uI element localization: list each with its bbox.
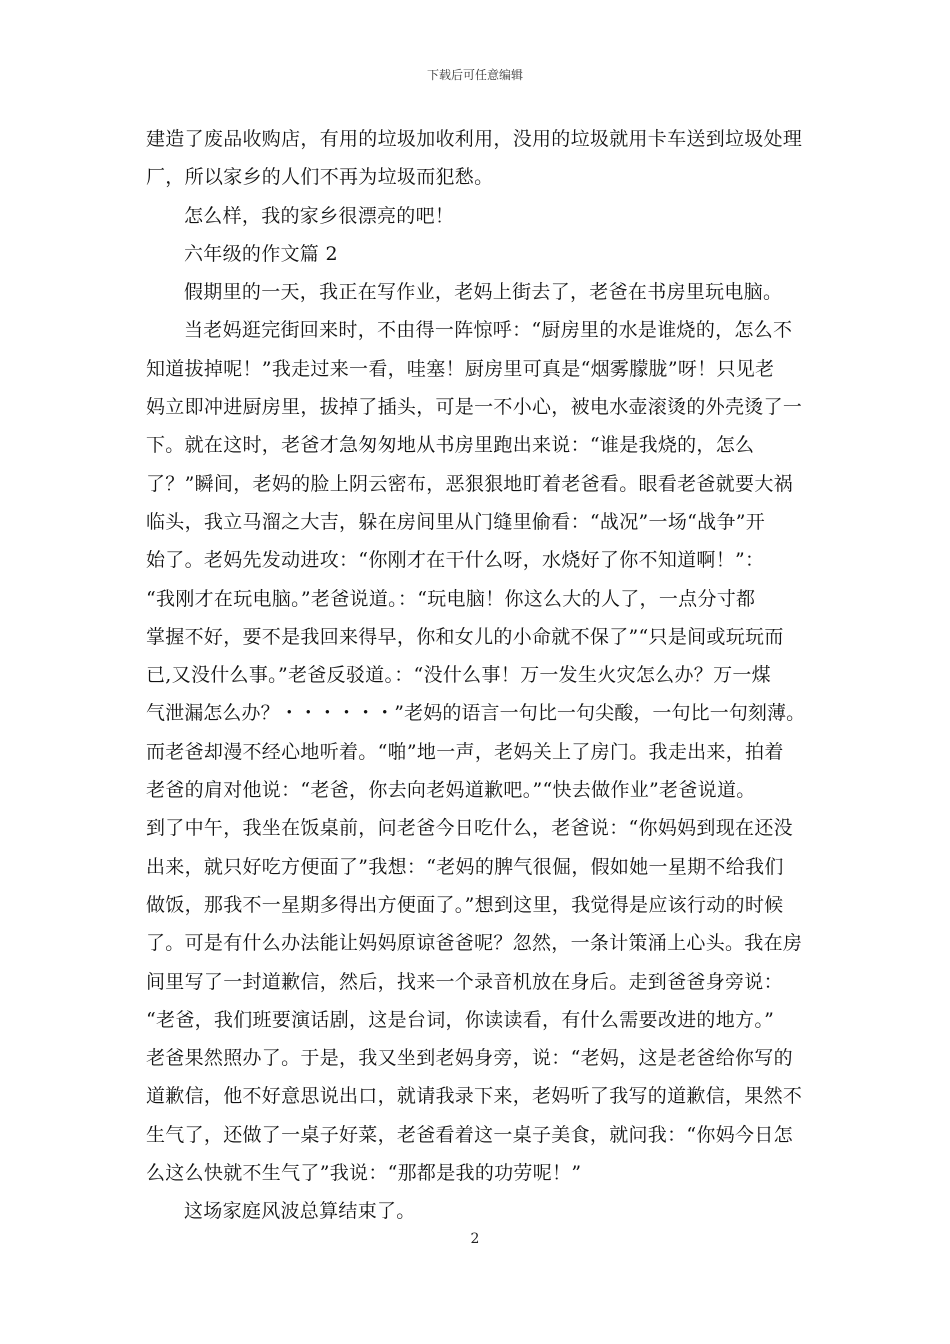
text-line: “老爸，我们班要演话剧，这是台词，你读读看，有什么需要改进的地方。” [146,1008,775,1031]
text-line: 了？”瞬间，老妈的脸上阴云密布，恶狠狠地盯着老爸看。眼看老爸就要大祸 [146,472,793,495]
text-line: 始了。老妈先发动进攻：“你刚才在干什么呀，水烧好了你不知道啊！”： [146,549,765,572]
text-line: 出来，就只好吃方便面了”我想：“老妈的脾气很倔，假如她一星期不给我们 [146,855,784,878]
text-line: “我刚才在玩电脑。”老爸说道。：“玩电脑！你这么大的人了，一点分寸都 [146,587,756,610]
text-line: 下。就在这时，老爸才急匆匆地从书房里跑出来说：“谁是我烧的，怎么 [146,434,755,457]
page-header: 下载后可任意编辑 [426,68,523,82]
text-line: 了。可是有什么办法能让妈妈原谅爸爸呢？忽然，一条计策涌上心头。我在房 [146,932,803,955]
text-line: 建造了废品收购店，有用的垃圾加收利用，没用的垃圾就用卡车送到垃圾处理 [146,128,803,150]
document-body [146,120,806,1231]
text-line: 掌握不好，要不是我回来得早，你和女儿的小命就不保了”“只是间或玩玩而 [146,625,784,648]
text-line: 已,又没什么事。”老爸反驳道。：“没什么事！万一发生火灾怎么办？万一煤 [146,664,771,687]
text-line: 么这么快就不生气了”我说：“那都是我的功劳呢！” [146,1162,582,1185]
text-line: 老爸果然照办了。于是，我又坐到老妈身旁，说：“老妈，这是老爸给你写的 [146,1047,793,1070]
text-line: 临头，我立马溜之大吉，躲在房间里从门缝里偷看：“战况”一场“战争”开 [146,510,766,533]
text-line: 做饭，那我不一星期多得出方便面了。”想到这里，我觉得是应该行动的时候 [146,893,784,916]
text-line: 这场家庭风波总算结束了。 [184,1200,416,1223]
text-line: 老爸的肩对他说：“老爸，你去向老妈道歉吧。”“快去做作业”老爸说道。 [146,779,756,802]
text-line: 妈立即冲进厨房里，拔掉了插头，可是一不小心，被电水壶滚烫的外壳烫了一 [146,396,803,419]
text-line: 厂，所以家乡的人们不再为垃圾而犯愁。 [146,166,494,189]
text-line: 道歉信，他不好意思说出口，就请我录下来，老妈听了我写的道歉信，果然不 [146,1085,803,1108]
text-line: 生气了，还做了一桌子好菜，老爸看着这一桌子美食，就问我：“你妈今日怎 [146,1123,793,1146]
text-line: 知道拔掉呢！”我走过来一看，哇塞！厨房里可真是“烟雾朦胧”呀！只见老 [146,357,775,380]
text-line: 当老妈逛完街回来时，不由得一阵惊呼：“厨房里的水是谁烧的，怎么不 [184,319,793,342]
section-heading: 六年级的作文篇 2 [184,242,338,265]
text-line: 间里写了一封道歉信，然后，找来一个录音机放在身后。走到爸爸身旁说： [146,970,783,993]
text-line: 而老爸却漫不经心地听着。“啪”地一声，老妈关上了房门。我走出来，拍着 [146,740,784,763]
text-line: 怎么样，我的家乡很漂亮的吧！ [184,204,455,227]
text-line: 到了中午，我坐在饭桌前，问老爸今日吃什么，老爸说：“你妈妈到现在还没 [146,817,793,840]
text-line: 气泄漏怎么办？・・・・・・”老妈的语言一句比一句尖酸，一句比一句刻薄。 [146,702,806,725]
text-line: 假期里的一天，我正在写作业，老妈上街去了，老爸在书房里玩电脑。 [184,281,783,304]
page-number: 2 [470,1231,480,1247]
